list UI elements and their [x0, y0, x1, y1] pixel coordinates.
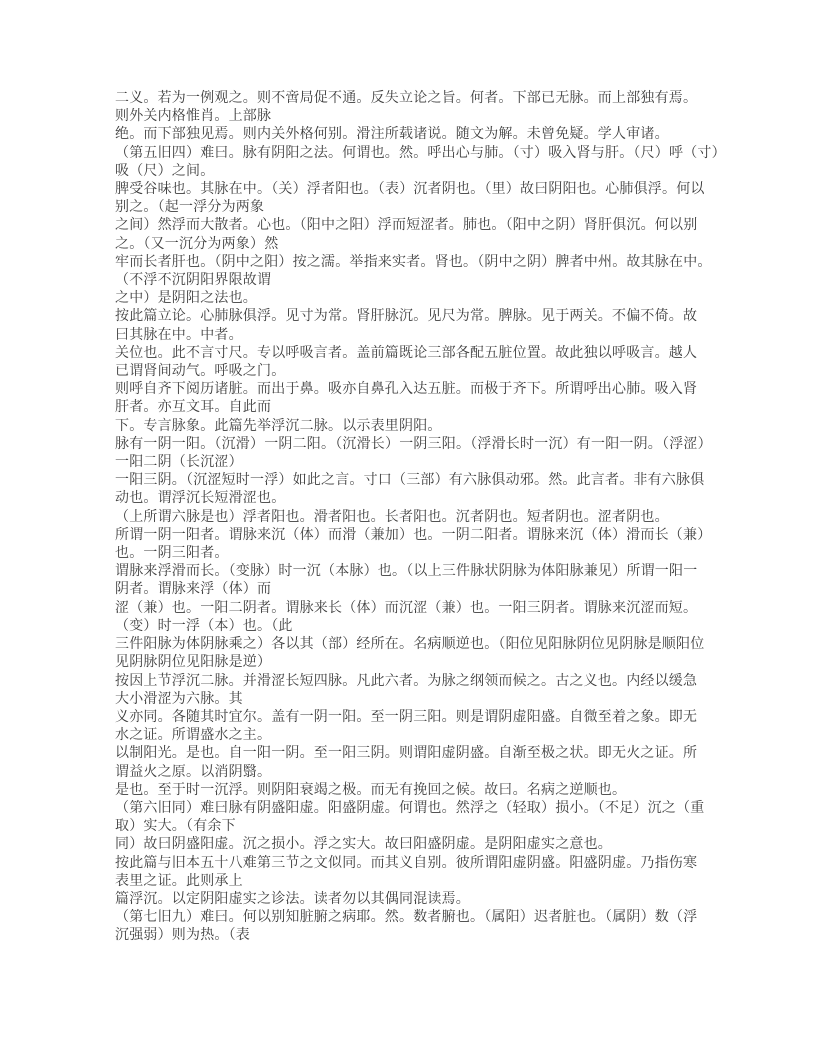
text-line: 动也。谓浮沉长短滑涩也。	[115, 490, 286, 507]
text-line: 牢而长者肝也。（阴中之阳）按之濡。举指来实者。肾也。（阴中之阴）脾者中州。故其脉在中。	[115, 253, 712, 270]
text-line: 取）实大。（有余下	[115, 818, 236, 835]
text-line: 大小滑涩为六脉。其	[115, 690, 243, 707]
text-line: 之间）然浮而大散者。心也。（阳中之阳）浮而短涩者。肺也。（阳中之阴）肾肝俱沉。何以别	[115, 217, 698, 234]
text-line: 水之证。所谓盛水之主。	[115, 727, 272, 744]
text-line: 二义。若为一例观之。则不啻局促不通。反失立论之旨。何者。下部已无脉。而上部独有焉。	[115, 90, 698, 106]
text-line: 沉强弱）则为热。（表	[115, 927, 250, 944]
text-line: （第五旧四）难曰。脉有阴阳之法。何谓也。然。呼出心与肺。（寸）吸入肾与肝。（尺）呼（寸）	[115, 144, 726, 161]
text-line: 以制阳光。是也。自一阳一阴。至一阳三阴。则谓阳虚阴盛。自渐至极之状。即无火之证。所	[115, 745, 698, 762]
text-line: 谓益火之原。以消阴翳。	[115, 763, 272, 780]
text-line: 表里之证。此则承上	[115, 872, 243, 889]
text-line: 曰其脉在中。中者。	[115, 326, 243, 343]
text-line: 按因上节浮沉二脉。并滑涩长短四脉。凡此六者。为脉之纲领而候之。古之义也。内经以缓急	[115, 672, 698, 689]
text-line: 也。一阴三阳者。	[115, 545, 229, 562]
text-line: 则外关内格惟肖。上部脉	[115, 108, 272, 125]
text-line: 脉有一阴一阳。（沉滑）一阴二阳。（沉滑长）一阴三阳。（浮滑长时一沉）有一阳一阴。（浮涩）	[115, 435, 712, 452]
text-line: （变）时一浮（本）也。（此	[115, 617, 293, 634]
text-line: 谓脉来浮滑而长。（变脉）时一沉（本脉）也。（以上三件脉状阴脉为体阳脉兼见）所谓一阳一	[115, 563, 698, 580]
text-line: （第七旧九）难曰。何以别知脏腑之病耶。然。数者腑也。（属阳）迟者脏也。（属阴）数（浮	[115, 909, 698, 926]
text-line: 一阳三阴。（沉涩短时一浮）如此之言。寸口（三部）有六脉俱动邪。然。此言者。非有六脉俱	[115, 472, 705, 489]
text-line: 之中）是阴阳之法也。	[115, 290, 257, 307]
text-line: 篇浮沉。以定阴阳虚实之诊法。读者勿以其偶同混读焉。	[115, 890, 470, 907]
text-line: 关位也。此不言寸尺。专以呼吸言者。盖前篇既论三部各配五脏位置。故此独以呼吸言。越人	[115, 344, 698, 361]
text-line: （不浮不沉阴阳界限故谓	[115, 272, 272, 289]
text-line: 吸（尺）之间。	[115, 162, 215, 179]
text-line: 按此篇立论。心肺脉俱浮。见寸为常。肾肝脉沉。见尺为常。脾脉。见于两关。不偏不倚。故	[115, 308, 698, 325]
text-line: 涩（兼）也。一阳二阴者。谓脉来长（体）而沉涩（兼）也。一阳三阴者。谓脉来沉涩而短。	[115, 599, 698, 616]
text-line: 一阳二阴（长沉涩）	[115, 454, 243, 471]
text-line: 同）故曰阴盛阳虚。沉之损小。浮之实大。故曰阳盛阴虚。是阴阳虚实之意也。	[115, 836, 612, 853]
text-line: 义亦同。各随其时宜尔。盖有一阴一阳。至一阴三阳。则是谓阴虚阳盛。自微至着之象。即无	[115, 708, 698, 725]
text-line: 见阴脉阴位见阳脉是逆）	[115, 654, 272, 671]
text-line: 三件阳脉为体阴脉乘之）各以其（部）经所在。名病顺逆也。（阳位见阳脉阴位见阴脉是顺阳位	[115, 636, 705, 653]
text-line: 按此篇与旧本五十八难第三节之文似同。而其义自别。彼所谓阳虚阴盛。阳盛阴虚。乃指伤寒	[115, 854, 698, 871]
text-line: 肝者。亦互文耳。自此而	[115, 399, 272, 416]
text-line: 别之。（起一浮分为两象	[115, 199, 265, 216]
text-line: 是也。至于时一沉浮。则阴阳衰竭之极。而无有挽回之候。故曰。名病之逆顺也。	[115, 781, 627, 798]
text-line: 已谓肾间动气。呼吸之门。	[115, 363, 286, 380]
text-line: 之。（又一沉分为两象）然	[115, 235, 279, 252]
text-line: （第六旧同）难曰脉有阴盛阳虚。阳盛阴虚。何谓也。然浮之（轻取）损小。（不足）沉之（重	[115, 799, 705, 816]
text-line: 所谓一阴一阳者。谓脉来沉（体）而滑（兼加）也。一阴二阳者。谓脉来沉（体）滑而长（兼）	[115, 526, 712, 543]
text-line: 下。专言脉象。此篇先举浮沉二脉。以示表里阴阳。	[115, 417, 442, 434]
text-line: 阴者。谓脉来浮（体）而	[115, 581, 272, 598]
text-line: 脾受谷味也。其脉在中。（关）浮者阳也。（表）沉者阴也。（里）故曰阴阳也。心肺俱浮。何以	[115, 181, 705, 198]
text-line: （上所谓六脉是也）浮者阳也。滑者阳也。长者阳也。沉者阴也。短者阴也。涩者阴也。	[115, 508, 669, 525]
text-content	[115, 89, 726, 945]
text-line: 绝。而下部独见焉。则内关外格何别。滑注所载诸说。随文为解。未曾免疑。学人审诸。	[115, 126, 669, 143]
text-line: 则呼自齐下阅历诸脏。而出于鼻。吸亦自鼻孔入达五脏。而极于齐下。所谓呼出心肺。吸入肾	[115, 381, 698, 398]
